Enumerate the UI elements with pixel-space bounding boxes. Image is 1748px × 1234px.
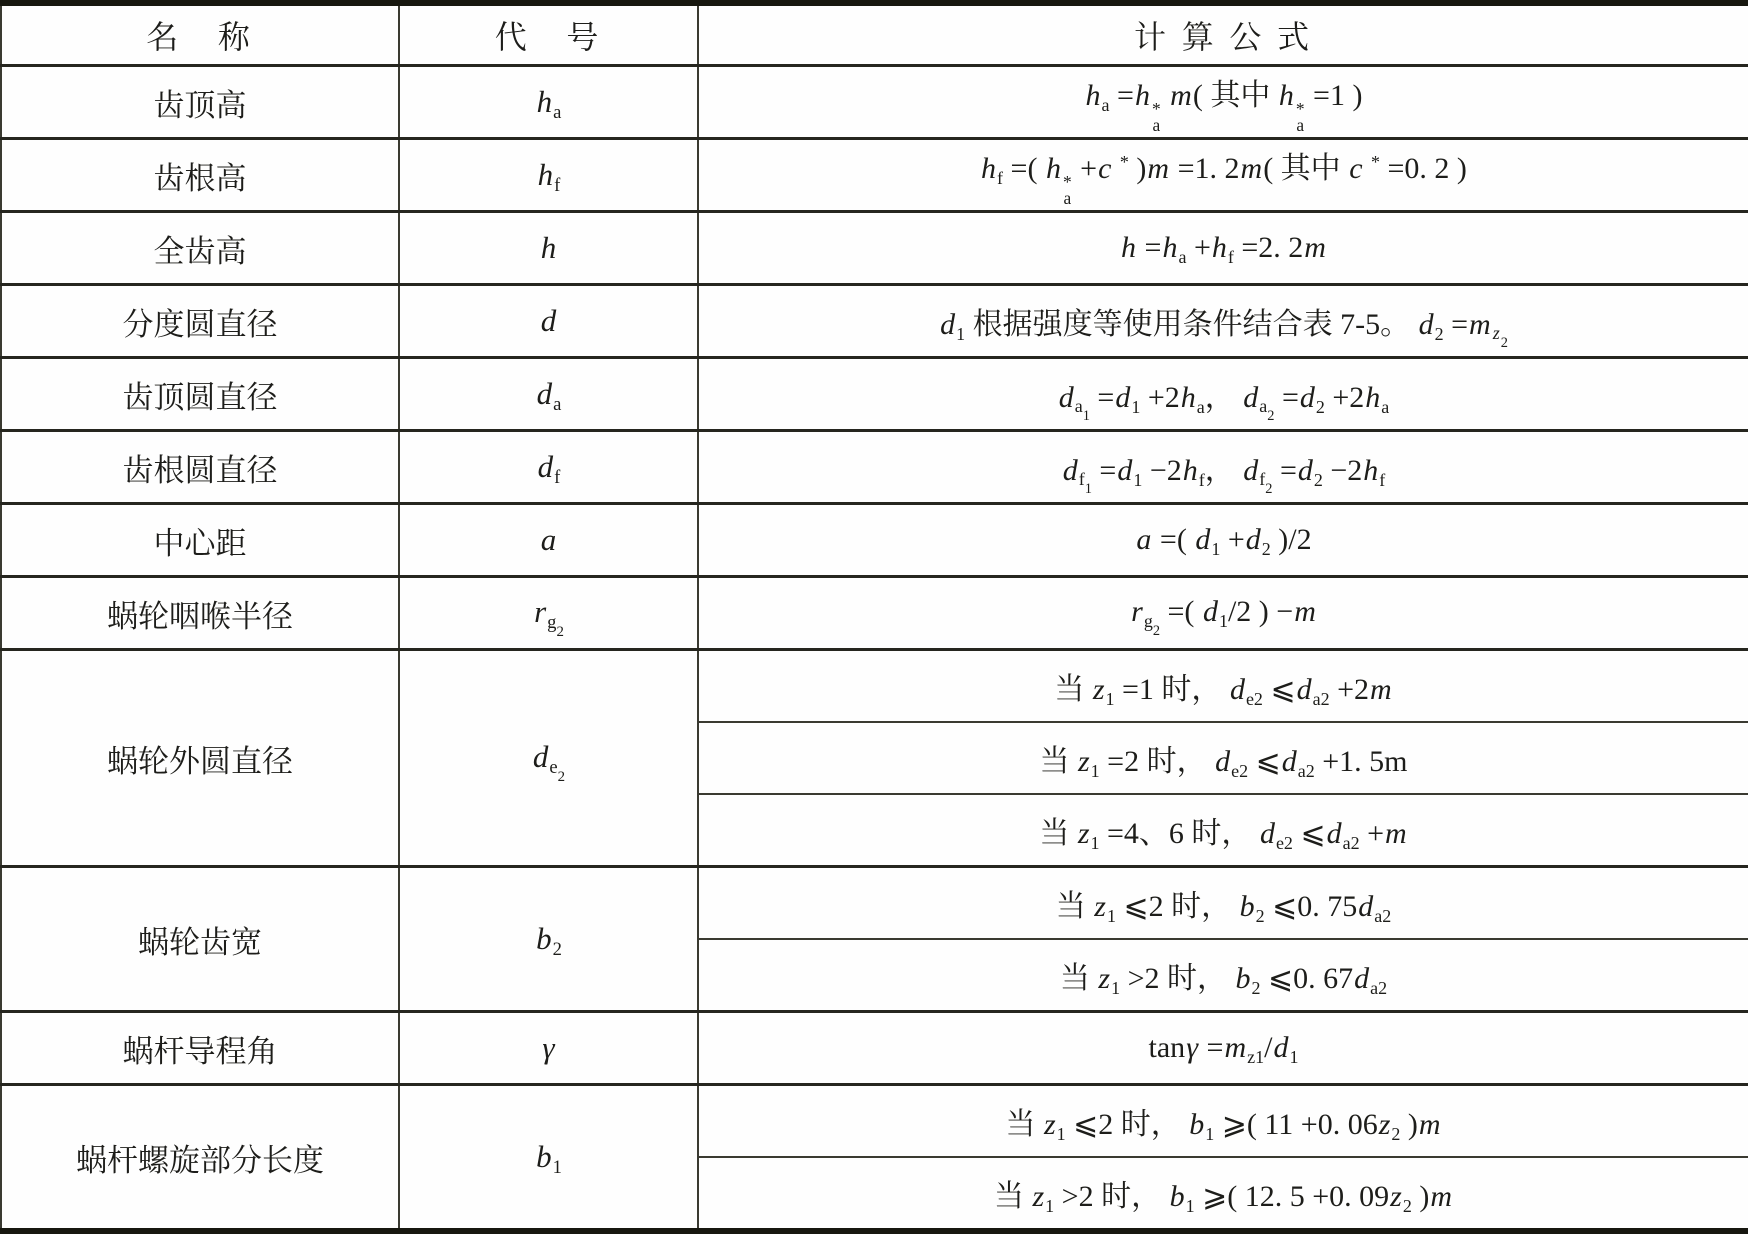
header-symbol: 代 号 — [399, 3, 698, 66]
subscript: a — [553, 101, 562, 123]
row-symbol-cell — [399, 1085, 698, 1232]
math-variable: m — [1418, 1108, 1441, 1141]
math-variable: d — [1229, 673, 1245, 706]
subscript: f — [1379, 469, 1386, 490]
subscript: 1 — [1090, 760, 1100, 781]
math-variable: d — [1062, 453, 1078, 487]
header-formula: 计 算 公 式 — [698, 3, 1748, 66]
subscript: a — [553, 393, 562, 415]
math-variable: γ — [542, 1030, 555, 1065]
math-variable: b — [536, 921, 552, 956]
row-name-cell: 中心距 — [1, 504, 399, 577]
math-variable: m — [1170, 78, 1192, 112]
math-variable: d — [1259, 817, 1275, 850]
subscript: 1 — [1133, 469, 1143, 490]
row-name-cell: 蜗轮齿宽 — [1, 867, 399, 1012]
subscript — [1492, 323, 1508, 352]
math-variable: m — [1294, 595, 1316, 629]
math-variable: z — [1043, 1108, 1056, 1141]
math-variable: d — [1202, 595, 1218, 629]
subscript: a2 — [1297, 760, 1315, 781]
table-row — [1, 1085, 1748, 1158]
math-variable: b — [1189, 1108, 1205, 1141]
row-name-cell: 齿顶圆直径 — [1, 358, 399, 431]
math-variable: d — [1358, 890, 1374, 923]
math-variable: z — [1098, 962, 1111, 995]
math-variable: z — [1094, 890, 1106, 923]
math-variable: b — [1169, 1180, 1185, 1213]
table-row — [1, 285, 1748, 358]
math-variable: h — [540, 230, 557, 265]
subscript: 2 — [1152, 622, 1161, 639]
table-row — [1, 212, 1748, 285]
row-symbol-cell — [399, 212, 698, 285]
subscript: 2 — [1261, 538, 1271, 559]
row-name-cell: 蜗杆螺旋部分长度 — [1, 1085, 399, 1232]
math-variable: b — [1239, 890, 1255, 923]
row-symbol-cell — [399, 650, 698, 867]
math-variable: r — [1131, 595, 1143, 629]
subscript: g2 — [547, 611, 564, 641]
subscript: e2 — [1275, 832, 1293, 853]
subscript: 1 — [552, 1156, 562, 1178]
math-variable: m — [1370, 673, 1392, 706]
formula-cell: 当 $z_1 =4$、6 时， $d_{e2}$ $⩽d_{a2} +m$ — [698, 794, 1748, 867]
subscript: 2 — [1255, 905, 1265, 926]
subscript: 2 — [1267, 408, 1275, 425]
subscript: a — [1381, 396, 1390, 417]
math-variable: d — [1115, 380, 1131, 414]
math-variable: m — [1385, 817, 1407, 850]
subscript: 1 — [1084, 481, 1092, 498]
math-variable: b — [536, 1139, 552, 1174]
row-name-cell: 蜗杆导程角 — [1, 1012, 399, 1085]
superscript: * — [1119, 151, 1129, 172]
formula-cell: $d_{a_1} =d_1 +2h_a$， $d_{a_2} =d_2 +2h_a$ — [698, 358, 1748, 431]
subscript: 2 — [1315, 396, 1325, 417]
math-variable: d — [1296, 673, 1312, 706]
formula-cell: 当 $z_1$ ⩽2 时， $b_1$ ⩾( 11 +0. $06z_2$ )m — [698, 1085, 1748, 1158]
subscript: a2 — [1312, 688, 1330, 709]
math-variable: d — [1354, 962, 1370, 995]
math-variable: h — [1211, 231, 1227, 264]
row-symbol-cell — [399, 358, 698, 431]
table-row — [1, 358, 1748, 431]
formula-cell: a =( $d_1 +d_2$ )/2 — [698, 504, 1748, 577]
table-row — [1, 66, 1748, 139]
subscript: 2 — [1313, 469, 1323, 490]
math-variable: γ — [1186, 1031, 1199, 1064]
subscript: a2 — [1342, 832, 1360, 853]
math-variable: d — [1195, 523, 1211, 556]
stacked-sub-sup: * a — [1062, 172, 1072, 209]
subscript: a — [1101, 94, 1110, 115]
subscript: f — [1227, 246, 1234, 267]
subscript: 1 — [1185, 1195, 1195, 1216]
formula-cell: $d_{f_1} =d_1 -2h_f$， $d_{f_2} =d_2 -2h_f$ — [698, 431, 1748, 504]
math-variable: a — [1136, 523, 1152, 556]
header-row — [1, 3, 1748, 66]
math-variable: m — [1430, 1180, 1452, 1213]
subscript: 1 — [1045, 1195, 1055, 1216]
formula-cell: 当 $z_1 =2$ 时， $d_{e2}$ $⩽d_{a2} +1$. 5m — [698, 722, 1748, 794]
superscript: * — [1371, 151, 1381, 172]
math-variable: z — [1032, 1180, 1045, 1213]
math-variable: h — [1365, 380, 1381, 414]
math-variable: h — [1045, 151, 1061, 185]
row-symbol-cell — [399, 139, 698, 212]
subscript: 1 — [1082, 408, 1090, 425]
math-variable: d — [940, 307, 956, 341]
subscript: a — [1196, 396, 1205, 417]
row-symbol-cell — [399, 431, 698, 504]
math-variable: z — [1077, 817, 1090, 850]
math-variable: d — [1117, 453, 1133, 487]
subscript: g2 — [1143, 610, 1161, 639]
row-symbol-cell — [399, 66, 698, 139]
subscript: 1 — [1090, 832, 1100, 853]
subscript: z1 — [1247, 1046, 1265, 1067]
table-row — [1, 431, 1748, 504]
subscript: e2 — [1245, 688, 1263, 709]
table-row — [1, 867, 1748, 940]
subscript: a2 — [1259, 396, 1275, 425]
math-variable: d — [537, 449, 554, 484]
subscript: 1 — [1106, 905, 1116, 926]
row-symbol-cell — [399, 285, 698, 358]
math-variable: d — [1215, 745, 1231, 778]
row-name-cell: 齿根圆直径 — [1, 431, 399, 504]
subscript: a1 — [1074, 396, 1090, 425]
table-row — [1, 504, 1748, 577]
math-variable: h — [536, 84, 553, 119]
row-name-cell: 蜗轮外圆直径 — [1, 650, 399, 867]
subscript: 2 — [556, 624, 564, 641]
formula-cell: $h_f$ =( h * a +c * )m =1. 2m( 其中 c * =0. 2 ) — [698, 139, 1748, 212]
math-variable: h — [1134, 78, 1150, 112]
subscript: 1 — [1205, 1123, 1215, 1144]
subscript: a2 — [1370, 977, 1388, 998]
math-variable: h — [1085, 78, 1101, 112]
row-symbol-cell — [399, 577, 698, 650]
subscript: 1 — [1131, 396, 1141, 417]
row-symbol-cell — [399, 504, 698, 577]
row-name-cell: 齿顶高 — [1, 66, 399, 139]
math-variable: d — [1245, 523, 1261, 556]
math-variable: m — [1469, 307, 1491, 341]
formula-cell: 当 $z_1 >2$ 时， $b_2$ ⩽0. $67d_{a2}$ — [698, 939, 1748, 1012]
subscript: 2 — [1251, 977, 1261, 998]
math-variable: d — [1243, 453, 1259, 487]
row-name-cell: 全齿高 — [1, 212, 399, 285]
formula-cell: 当 $z_1$ ⩽2 时， $b_2$ ⩽0. $75d_{a2}$ — [698, 867, 1748, 940]
subscript: 1 — [1289, 1046, 1299, 1067]
subscript: e2 — [1231, 760, 1249, 781]
subscript: a — [1178, 246, 1187, 267]
subscript: f — [554, 466, 561, 488]
formula-cell: 当 $z_1 >2$ 时， $b_1$ ⩾( 12. 5 +0. $09z_2$ )m — [698, 1157, 1748, 1231]
header-name: 名 称 — [1, 3, 399, 66]
math-variable: m — [1224, 1031, 1247, 1064]
math-variable: m — [1240, 151, 1263, 185]
math-variable: h — [1278, 78, 1294, 112]
formula-cell: $d_1$ 根据强度等使用条件结合表 7-5。 $d_2 =m$ $_{z_2}$ — [698, 285, 1748, 358]
subscript: 2 — [1265, 481, 1273, 498]
subscript: 2 — [1500, 335, 1508, 352]
subscript: f — [997, 167, 1004, 188]
math-variable: d — [1326, 817, 1342, 850]
math-variable: d — [536, 376, 553, 411]
subscript: 1 — [1218, 610, 1228, 631]
row-symbol-cell — [399, 867, 698, 1012]
subscript: 1 — [1056, 1123, 1066, 1144]
math-variable: d — [1058, 380, 1074, 414]
subscript: 1 — [1105, 688, 1115, 709]
formula-cell: $r_{g_2}$ =( $d_1/2$ ) −m — [698, 577, 1748, 650]
math-variable: h — [981, 151, 997, 185]
math-variable: z — [1492, 323, 1500, 344]
formula-cell: 当 $z_1 =1$ 时， $d_{e2}$ $⩽d_{a2} +2m$ — [698, 650, 1748, 723]
math-variable: h — [1121, 231, 1137, 264]
table-body — [1, 66, 1748, 1232]
row-name-cell: 齿根高 — [1, 139, 399, 212]
subscript: 2 — [1402, 1195, 1412, 1216]
math-variable: d — [1243, 380, 1259, 414]
subscript: 2 — [552, 938, 562, 960]
subscript: f2 — [1259, 469, 1273, 498]
math-variable: d — [1281, 745, 1297, 778]
subscript: f — [1198, 469, 1205, 490]
row-symbol-cell — [399, 1012, 698, 1085]
math-variable: d — [540, 303, 557, 338]
subscript: 2 — [1391, 1123, 1401, 1144]
math-variable: r — [534, 593, 547, 629]
subscript: 2 — [1434, 323, 1444, 344]
math-variable: m — [1304, 231, 1326, 264]
math-variable: d — [1418, 307, 1434, 341]
row-name-cell: 分度圆直径 — [1, 285, 399, 358]
formula-cell: $\tan\gamma =m_{z1}/d_1$ — [698, 1012, 1748, 1085]
math-variable: h — [1180, 380, 1196, 414]
math-variable: m — [1147, 151, 1170, 185]
stacked-sub-sup: * a — [1295, 99, 1305, 136]
math-variable: z — [1092, 673, 1105, 706]
formula-cell: $h_a =h$ * a m( 其中 h * a =1 ) — [698, 66, 1748, 139]
subscript: a2 — [1374, 905, 1392, 926]
math-variable: b — [1235, 962, 1251, 995]
subscript: 1 — [956, 323, 966, 344]
table-header — [1, 3, 1748, 66]
math-variable: h — [1162, 231, 1178, 264]
table-row — [1, 650, 1748, 723]
subscript: 1 — [1111, 977, 1121, 998]
math-variable: d — [1299, 380, 1315, 414]
subscript: e2 — [549, 756, 566, 786]
subscript: f1 — [1078, 469, 1092, 498]
table-row — [1, 577, 1748, 650]
math-variable: d — [1297, 453, 1313, 487]
math-variable: c — [1349, 151, 1363, 185]
math-variable: h — [1182, 453, 1198, 487]
math-variable: d — [532, 738, 549, 774]
table-row — [1, 1012, 1748, 1085]
subscript: f — [554, 174, 561, 196]
math-variable: z — [1390, 1180, 1402, 1213]
math-variable: z — [1077, 745, 1090, 778]
stacked-sub-sup: * a — [1151, 99, 1161, 136]
subscript: 2 — [557, 769, 566, 786]
math-variable: d — [1273, 1031, 1289, 1064]
math-variable: h — [1363, 453, 1379, 487]
row-name-cell: 蜗轮咽喉半径 — [1, 577, 399, 650]
math-variable: h — [537, 157, 554, 192]
subscript: 1 — [1211, 538, 1221, 559]
table-row — [1, 139, 1748, 212]
math-variable: a — [540, 522, 557, 557]
formula-cell: $h =h_a +h_f =2$. 2m — [698, 212, 1748, 285]
math-variable: c — [1098, 151, 1112, 185]
math-variable: z — [1378, 1108, 1391, 1141]
